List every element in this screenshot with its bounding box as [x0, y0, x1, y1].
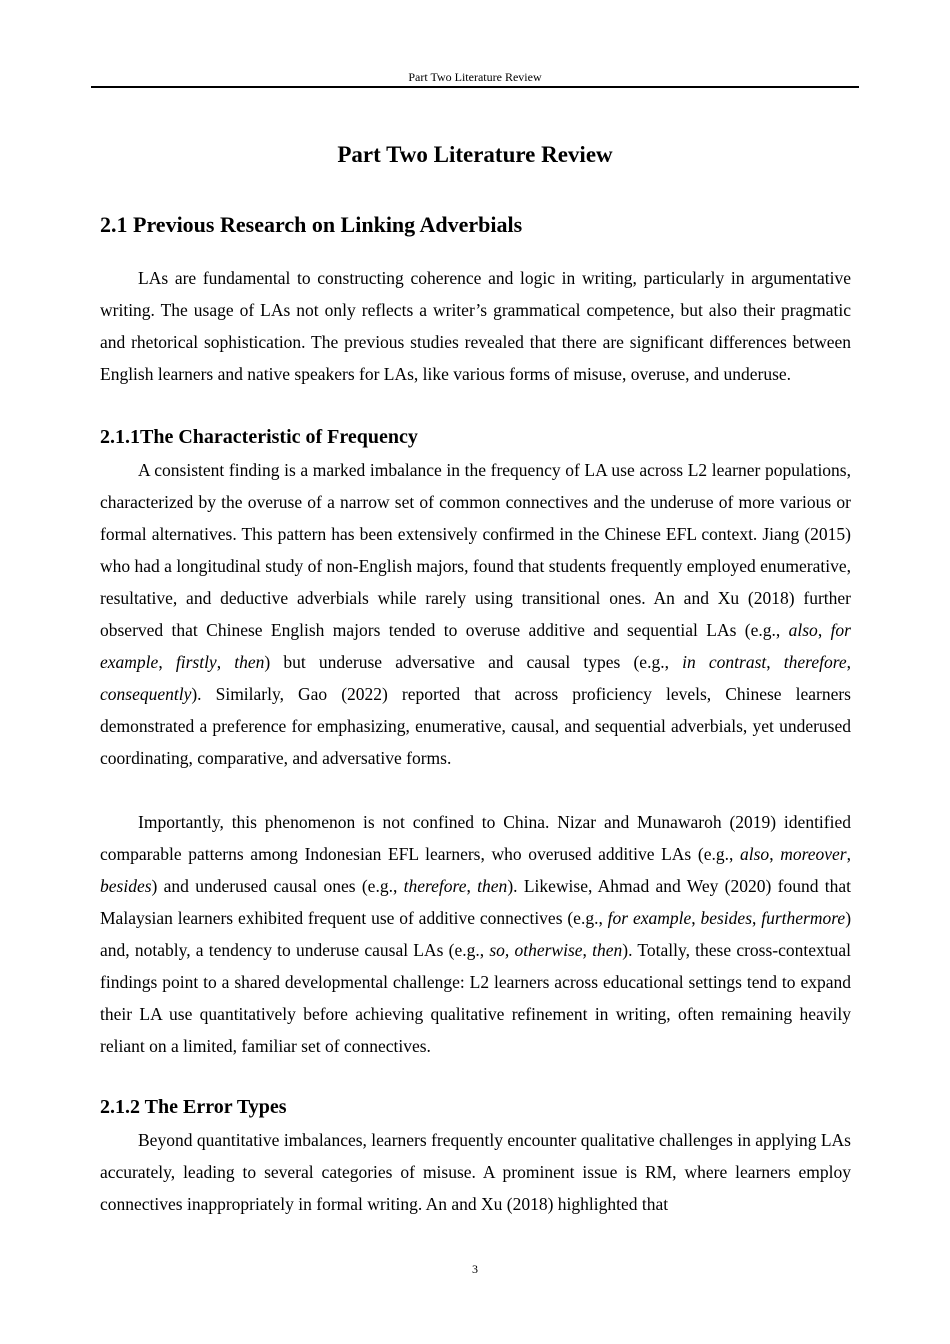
chapter-title: Part Two Literature Review	[337, 142, 613, 167]
header-rule	[91, 86, 859, 88]
example-term: so, otherwise	[489, 940, 583, 960]
example-term: therefore	[783, 652, 847, 672]
example-term: in contrast	[682, 652, 767, 672]
example-term: furthermore	[761, 908, 846, 928]
example-term: moreover	[780, 844, 847, 864]
example-term: firstly	[175, 652, 217, 672]
paragraph-2-1-1-b: Importantly, this phenomenon is not confined to China. Nizar and Munawaroh (2019) identified comparable patterns among Indonesian EFL learners, who overused additive LAs (e.g., also, moreover, besides) and underused causal ones (e.g., therefore, then). Likewise, Ahmad and Wey (2020) found that Malaysian learners exhibited frequent use of additive connectives (e.g., for example, besides, furthermore) and, notably, a tendency to underuse causal LAs (e.g., so, otherwise, then). Totally, these cross-contextual findings point to a shared developmental challenge: L2 learners across educational settings tend to expand their LA use quantitatively before achieving qualitative refinement in writing, often remaining heavily reliant on a limited, familiar set of connectives.	[100, 812, 852, 1056]
page-number: 3	[472, 1262, 478, 1276]
example-term: consequently	[100, 684, 192, 704]
example-term: then	[234, 652, 265, 672]
example-term: also	[788, 620, 818, 640]
example-term: besides	[700, 908, 753, 928]
subsection-heading-2-1-2: 2.1.2 The Error Types	[100, 1096, 287, 1118]
example-term: therefore	[403, 876, 467, 896]
example-term: then	[592, 940, 623, 960]
subsection-heading-2-1-1: 2.1.1The Characteristic of Frequency	[100, 426, 418, 448]
example-term: besides	[100, 876, 152, 896]
paragraph-2-1-2: Beyond quantitative imbalances, learners frequently encounter qualitative challenges in applying LAs accurately, leading to several categories of misuse. A prominent issue is RM, where learners employ connectives inappropriately in formal writing. An and Xu (2018) highlighted that	[100, 1130, 851, 1214]
paragraph-2-1: LAs are fundamental to constructing coherence and logic in writing, particularly in argumentative writing. The usage of LAs not only reflects a writer’s grammatical competence, but also their pragmatic and rhetorical sophistication. The previous studies revealed that there are significant differences between English learners and native speakers for LAs, like various forms of misuse, overuse, and underuse.	[100, 268, 851, 384]
example-term: also	[740, 844, 770, 864]
paragraph-2-1-1-a: A consistent finding is a marked imbalance in the frequency of LA use across L2 learner populations, characterized by the overuse of a narrow set of common connectives and the underuse of more various or formal alternatives. This pattern has been extensively confirmed in the Chinese EFL context. Jiang (2015) who had a longitudinal study of non-English majors, found that students frequently employed enumerative, resultative, and deductive adverbials while rarely using transitional ones. An and Xu (2018) further observed that Chinese English majors tended to overuse additive and sequential LAs (e.g., also, for example, firstly, then) but underuse adversative and causal types (e.g., in contrast, therefore, consequently). Similarly, Gao (2022) reported that across proficiency levels, Chinese learners demonstrated a preference for emphasizing, enumerative, causal, and sequential adverbials, yet underused coordinating, comparative, and adversative forms.	[100, 460, 852, 768]
example-term: for example	[607, 908, 692, 928]
example-term: for example	[100, 620, 851, 672]
example-term: then	[477, 876, 508, 896]
running-header: Part Two Literature Review	[408, 70, 542, 84]
section-heading-2-1: 2.1 Previous Research on Linking Adverbials	[100, 212, 523, 237]
